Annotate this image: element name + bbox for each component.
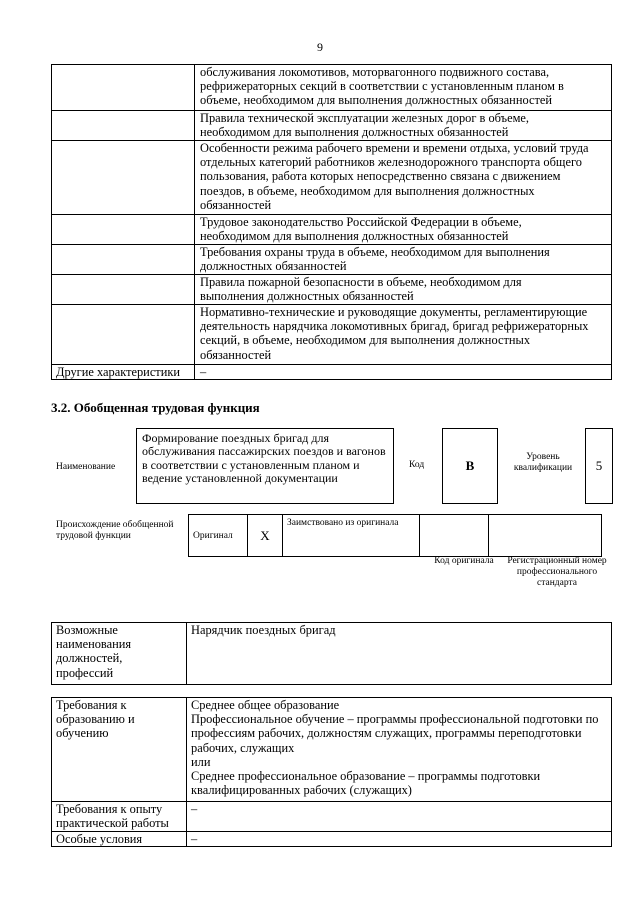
knowledge-table xyxy=(51,64,612,380)
row-text: Правила технической эксплуатации железных дорог в объеме, необходимом для выполнения должностных обязанностей xyxy=(195,111,612,141)
table-row xyxy=(52,215,612,245)
requirements-table xyxy=(51,697,612,847)
code-label: Код xyxy=(409,460,425,470)
row-label xyxy=(52,275,195,305)
row-text: – xyxy=(195,365,612,380)
reg-number-label: Регистрационный номер профессионального стандарта xyxy=(507,556,607,588)
name-label: Наименование xyxy=(56,462,116,472)
table-row xyxy=(52,832,612,847)
origin-label: Происхождение обобщенной трудовой функции xyxy=(56,520,174,541)
positions-table xyxy=(51,622,612,685)
level-label: Уровень квалификации xyxy=(513,452,573,473)
reg-number-cell xyxy=(489,515,602,557)
row-text: Особенности режима рабочего времени и времени отдыха, условий труда отдельных категорий работников железнодорожного транспорта общего пользования, работа которых непосредственно связана с движением поездов, в объеме, необходимом для выполнения должностных обязанностей xyxy=(195,141,612,215)
education-label: Требования к образованию и обучению xyxy=(52,698,187,802)
section-title: 3.2. Обобщенная трудовая функция xyxy=(51,400,260,415)
level-value-box: 5 xyxy=(585,428,613,504)
function-name-box: Формирование поездных бригад для обслуживания пассажирских поездов и вагонов в соответствии с установленным планом и ведение установленной документации xyxy=(136,428,394,504)
code-original-cell xyxy=(420,515,489,557)
row-text: Требования охраны труда в объеме, необходимом для выполнения должностных обязанностей xyxy=(195,245,612,275)
positions-value: Нарядчик поездных бригад xyxy=(187,623,612,685)
page-number: 9 xyxy=(317,40,323,54)
original-label: Оригинал xyxy=(189,515,248,557)
experience-value: – xyxy=(187,802,612,832)
table-row xyxy=(52,365,612,380)
education-value: Среднее общее образование Профессиональное обучение – программы профессиональной подготовки по профессиям рабочих, должностям служащих, программы переподготовки рабочих, служащих или Среднее профессиональное образование – программы подготовки квалифицированных рабочих (служащих) xyxy=(187,698,612,802)
origin-table xyxy=(188,514,602,557)
special-conditions-label: Особые условия xyxy=(52,832,187,847)
row-label xyxy=(52,141,195,215)
row-label xyxy=(52,65,195,111)
table-row xyxy=(52,698,612,802)
row-text: обслуживания локомотивов, моторвагонного подвижного состава, рефрижераторных секций в соответствии с установленным планом в объеме, необходимом для выполнения должностных обязанностей xyxy=(195,65,612,111)
table-row xyxy=(52,305,612,365)
table-row xyxy=(52,141,612,215)
row-label xyxy=(52,245,195,275)
row-label: Другие характеристики xyxy=(52,365,195,380)
special-conditions-value: – xyxy=(187,832,612,847)
row-text: Трудовое законодательство Российской Федерации в объеме, необходимом для выполнения должностных обязанностей xyxy=(195,215,612,245)
row-label xyxy=(52,305,195,365)
experience-label: Требования к опыту практической работы xyxy=(52,802,187,832)
table-row xyxy=(52,245,612,275)
row-text: Правила пожарной безопасности в объеме, необходимом для выполнения должностных обязанностей xyxy=(195,275,612,305)
table-row xyxy=(52,623,612,685)
row-label xyxy=(52,215,195,245)
original-mark: X xyxy=(248,515,283,557)
table-row xyxy=(52,275,612,305)
table-row xyxy=(52,65,612,111)
row-text: Нормативно-технические и руководящие документы, регламентирующие деятельность нарядчика локомотивных бригад, бригад рефрижераторных секций, в объеме, необходимом для выполнения должностных обязанностей xyxy=(195,305,612,365)
table-row xyxy=(52,802,612,832)
table-row xyxy=(52,111,612,141)
row-label xyxy=(52,111,195,141)
positions-label: Возможные наименования должностей, профессий xyxy=(52,623,187,685)
code-original-label: Код оригинала xyxy=(434,556,494,566)
code-value-box: B xyxy=(442,428,498,504)
borrowed-label: Заимствовано из оригинала xyxy=(283,515,420,557)
